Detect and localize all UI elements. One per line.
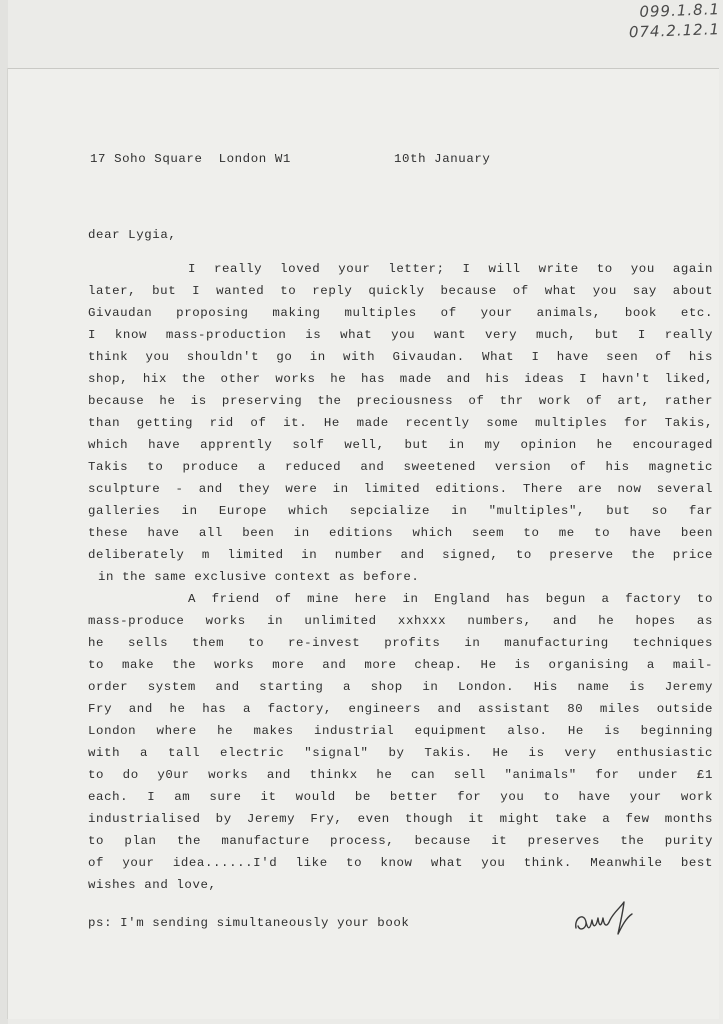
body-line: I really loved your letter; I will write to you again bbox=[188, 262, 713, 276]
body-line: in the same exclusive context as before. bbox=[98, 570, 420, 584]
body-line: Fry and he has a factory, engineers and assistant 80 miles outside bbox=[88, 702, 713, 716]
body-line: shop, hix the other works he has made and his ideas I havn't liked, bbox=[88, 372, 713, 386]
body-line: which have apprently solf well, but in my opinion he encouraged bbox=[88, 438, 713, 452]
body-line: with a tall electric "signal" by Takis. He is very enthusiastic bbox=[88, 746, 713, 760]
body-line: mass-produce works in unlimited xxhxxx numbers, and he hopes as bbox=[88, 614, 713, 628]
handwritten-signature-icon bbox=[570, 888, 640, 948]
archive-code-top: 099.1.8.1 bbox=[639, 0, 721, 21]
body-line: he sells them to re-invest profits in manufacturing techniques bbox=[88, 636, 713, 650]
body-line: order system and starting a shop in London. His name is Jeremy bbox=[88, 680, 713, 694]
body-line: these have all been in editions which seem to me to have been bbox=[88, 526, 713, 540]
salutation: dear Lygia, bbox=[88, 228, 177, 242]
postscript: ps: I'm sending simultaneously your book bbox=[88, 916, 410, 930]
body-line: industrialised by Jeremy Fry, even though it might take a few months bbox=[88, 812, 713, 826]
body-line: wishes and love, bbox=[88, 878, 217, 892]
body-line: sculpture - and they were in limited editions. There are now several bbox=[88, 482, 713, 496]
body-line: to make the works more and more cheap. He is organising a mail- bbox=[88, 658, 713, 672]
body-line: think you shouldn't go in with Givaudan. What I have seen of his bbox=[88, 350, 713, 364]
archive-code-bottom: 074.2.12.1 bbox=[628, 20, 721, 42]
body-line: galleries in Europe which sepcialize in "multiples", but so far bbox=[88, 504, 713, 518]
body-line: I know mass-production is what you want very much, but I really bbox=[88, 328, 713, 342]
body-line: each. I am sure it would be better for you to have your work bbox=[88, 790, 713, 804]
body-line: to plan the manufacture process, because it preserves the purity bbox=[88, 834, 713, 848]
body-line: Givaudan proposing making multiples of your animals, book etc. bbox=[88, 306, 713, 320]
sender-address: 17 Soho Square London W1 bbox=[90, 152, 291, 166]
letter-date: 10th January bbox=[394, 152, 491, 166]
body-line: later, but I wanted to reply quickly because of what you say about bbox=[88, 284, 713, 298]
body-line: deliberately m limited in number and signed, to preserve the price bbox=[88, 548, 713, 562]
scan-margin bbox=[0, 0, 8, 1024]
body-line: A friend of mine here in England has begun a factory to bbox=[188, 592, 713, 606]
body-line: because he is preserving the preciousness of thr work of art, rather bbox=[88, 394, 713, 408]
body-line: of your idea......I'd like to know what you think. Meanwhile best bbox=[88, 856, 713, 870]
body-line: to do y0ur works and thinkx he can sell "animals" for under £1 bbox=[88, 768, 713, 782]
body-line: London where he makes industrial equipment also. He is beginning bbox=[88, 724, 713, 738]
body-line: Takis to produce a reduced and sweetened version of his magnetic bbox=[88, 460, 713, 474]
body-line: than getting rid of it. He made recently some multiples for Takis, bbox=[88, 416, 713, 430]
letter-body bbox=[88, 258, 713, 896]
